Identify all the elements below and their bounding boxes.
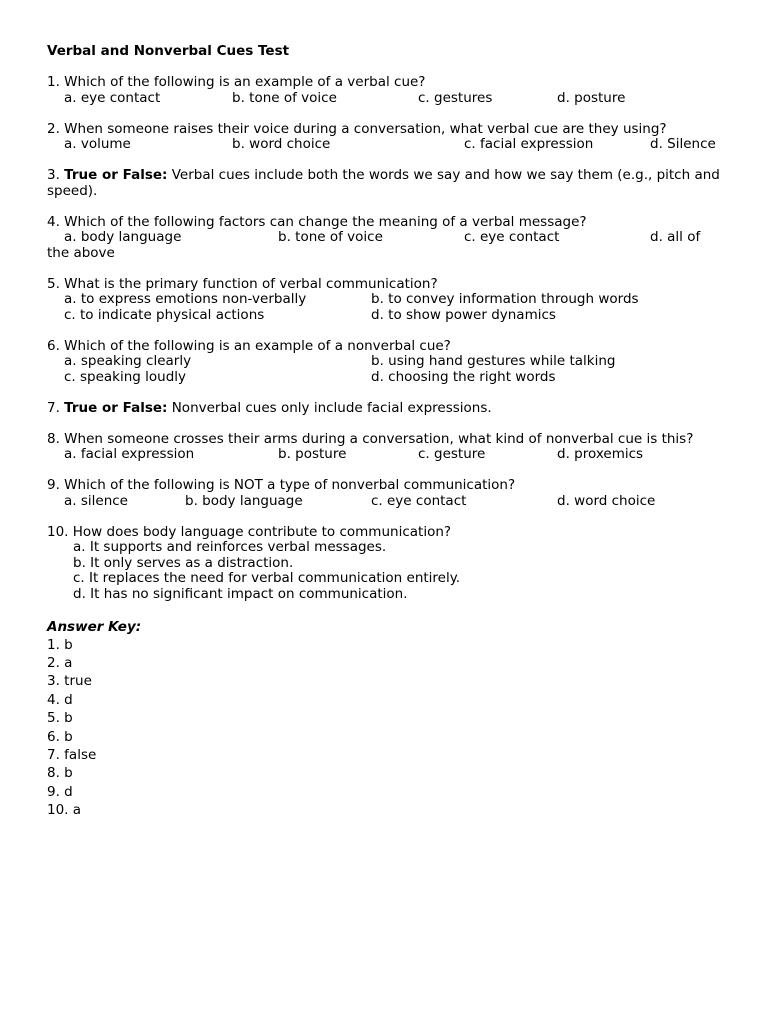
option-d: d. posture	[557, 89, 626, 106]
answer-item: 1. b	[47, 636, 73, 653]
option-c: c. facial expression	[464, 136, 594, 152]
spacer	[47, 463, 737, 479]
question-options	[47, 91, 737, 107]
option-d: d. word choice	[557, 492, 656, 509]
answer-item: 4. d	[47, 691, 73, 708]
option-c: c. to indicate physical actions	[64, 306, 265, 323]
option-a: a. to express emotions non-verbally	[64, 291, 307, 307]
option-c: c. gesture	[418, 446, 486, 462]
answer-item: 8. b	[47, 765, 73, 782]
option-b: b. body language	[185, 492, 303, 509]
spacer	[47, 199, 737, 215]
true-false-label: True or False:	[64, 167, 168, 183]
option-b: b. It only serves as a distraction.	[73, 554, 294, 571]
question-options	[47, 292, 737, 308]
option-b: b. tone of voice	[278, 229, 383, 245]
option-d: d. all of	[650, 229, 701, 245]
spacer	[47, 509, 737, 525]
option-b: b. using hand gestures while talking	[371, 353, 616, 369]
true-false-label: True or False:	[64, 399, 168, 416]
answer-item: 10. a	[47, 802, 82, 819]
question-text: 10. How does body language contribute to communication?	[47, 523, 452, 540]
option-d: d. proxemics	[557, 446, 644, 462]
option-c: c. eye contact	[371, 492, 467, 509]
question-10	[47, 525, 737, 603]
question-text: 4. Which of the following factors can change the meaning of a verbal message?	[47, 213, 587, 230]
test-document	[47, 42, 737, 820]
question-3	[47, 168, 737, 199]
spacer	[47, 602, 737, 618]
question-statement: Verbal cues include both the words we say and how we say them (e.g., pitch and speed).	[47, 167, 720, 199]
question-5	[47, 277, 737, 324]
question-text: 1. Which of the following is an example of a verbal cue?	[47, 74, 426, 90]
answer-key	[47, 618, 737, 820]
question-7	[47, 401, 737, 417]
question-number: 3.	[47, 167, 65, 183]
question-text: 5. What is the primary function of verbal communication?	[47, 275, 438, 292]
question-text: 8. When someone crosses their arms during a conversation, what kind of nonverbal cue is this?	[47, 430, 694, 447]
option-b: b. to convey information through words	[371, 291, 639, 307]
option-a: a. silence	[64, 492, 128, 509]
question-1	[47, 75, 737, 106]
option-d: d. choosing the right words	[371, 368, 556, 385]
option-c: c. speaking loudly	[64, 368, 187, 385]
spacer	[47, 153, 737, 169]
option-c: c. gestures	[418, 89, 493, 106]
question-options	[47, 370, 737, 386]
option-a: a. volume	[64, 136, 131, 152]
option-c: c. It replaces the need for verbal communication entirely.	[73, 570, 461, 586]
answer-item: 6. b	[47, 728, 73, 745]
option-a: a. eye contact	[64, 89, 161, 106]
option-b: b. posture	[278, 446, 347, 462]
question-8	[47, 432, 737, 463]
question-options	[47, 494, 737, 510]
option-a: a. speaking clearly	[64, 353, 192, 369]
question-text: 6. Which of the following is an example of a nonverbal cue?	[47, 337, 451, 354]
question-text	[47, 168, 737, 199]
question-options	[47, 354, 737, 370]
answer-item: 2. a	[47, 654, 73, 671]
spacer	[47, 261, 737, 277]
question-number: 7.	[47, 399, 65, 416]
question-9	[47, 478, 737, 509]
answer-item: 7. false	[47, 746, 97, 763]
question-6	[47, 339, 737, 386]
question-4	[47, 215, 737, 262]
option-a: a. body language	[64, 229, 182, 245]
question-options	[47, 230, 737, 246]
option-d: d. to show power dynamics	[371, 306, 556, 323]
answer-item: 9. d	[47, 783, 73, 800]
spacer	[47, 385, 737, 401]
answer-key-title: Answer Key:	[47, 618, 142, 635]
answer-item: 3. true	[47, 673, 92, 690]
question-text	[47, 401, 737, 417]
spacer	[47, 416, 737, 432]
option-continuation: the above	[47, 244, 115, 261]
spacer	[47, 323, 737, 339]
question-2	[47, 122, 737, 153]
question-options	[47, 137, 737, 153]
question-options	[47, 447, 737, 463]
option-d: d. Silence	[650, 136, 716, 152]
question-options	[47, 308, 737, 324]
option-d: d. It has no significant impact on communication.	[73, 585, 408, 602]
answer-item: 5. b	[47, 710, 73, 727]
option-b: b. word choice	[232, 136, 331, 152]
option-c: c. eye contact	[464, 229, 560, 245]
option-b: b. tone of voice	[232, 89, 337, 106]
spacer	[47, 60, 737, 75]
question-statement: Nonverbal cues only include facial expressions.	[167, 399, 492, 416]
option-a: a. facial expression	[64, 446, 195, 462]
spacer	[47, 106, 737, 122]
question-text: 2. When someone raises their voice during a conversation, what verbal cue are they using?	[47, 120, 667, 137]
page-title: Verbal and Nonverbal Cues Test	[47, 43, 290, 59]
question-text: 9. Which of the following is NOT a type of nonverbal communication?	[47, 477, 516, 493]
option-a: a. It supports and reinforces verbal messages.	[73, 539, 387, 555]
